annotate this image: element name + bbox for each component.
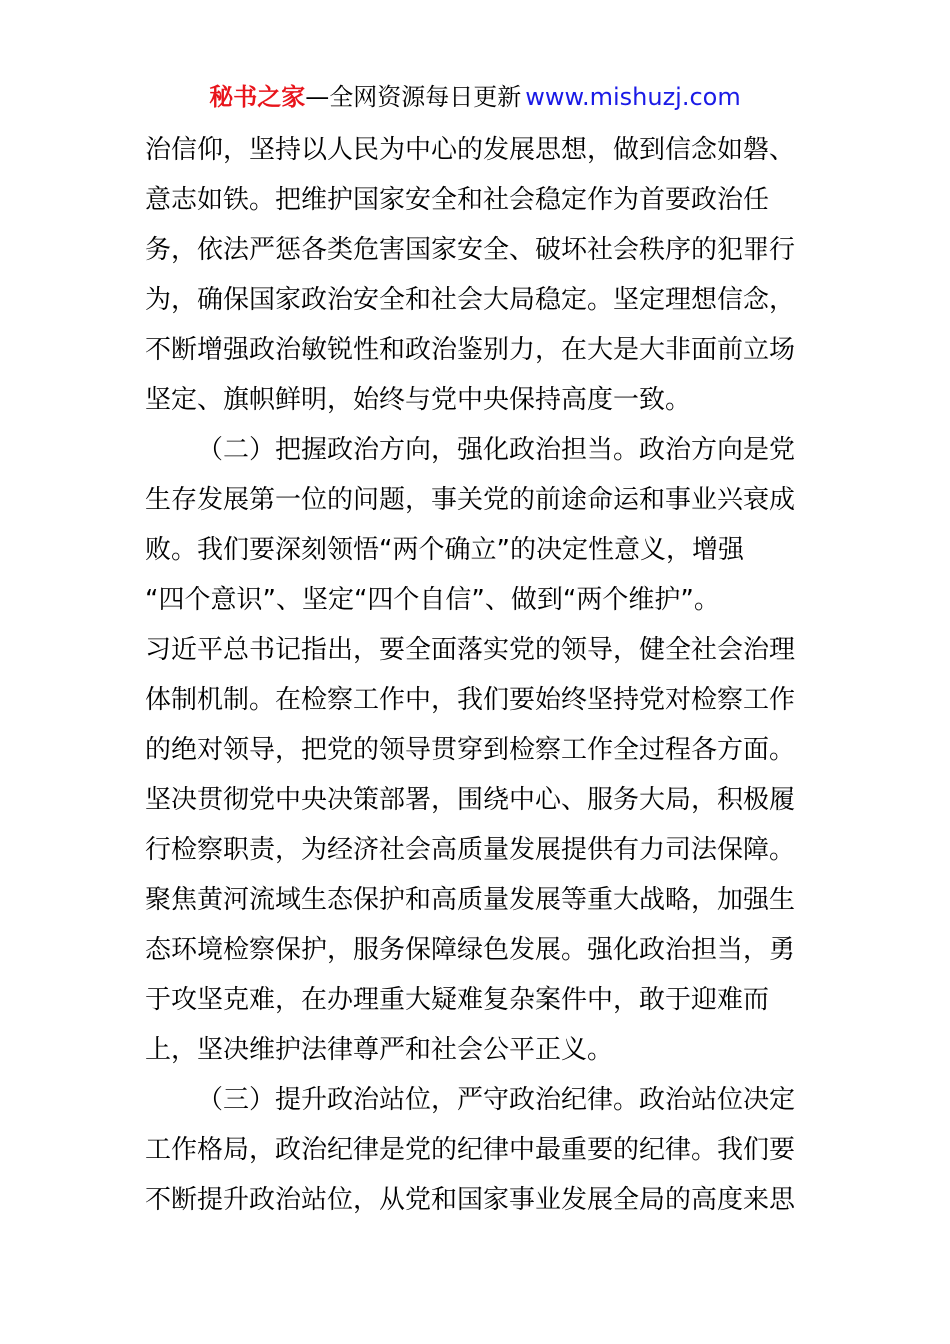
text-line: 体制机制。在检察工作中，我们要始终坚持党对检察工作 (145, 685, 796, 715)
header-slogan: —全网资源每日更新 (305, 83, 522, 111)
header-site-link[interactable]: www.mishuzj.com (525, 83, 741, 111)
text-line: 败。我们要深刻领悟“两个确立”的决定性意义，增强 (145, 535, 744, 565)
text-line: 的绝对领导，把党的领导贯穿到检察工作全过程各方面。 (145, 735, 796, 765)
text-line: 习近平总书记指出，要全面落实党的领导，健全社会治理 (145, 635, 796, 665)
text-line: 上，坚决维护法律尊严和社会公平正义。 (145, 1035, 614, 1065)
paragraph-start-line: （三）提升政治站位，严守政治纪律。政治站位决定 (197, 1085, 796, 1115)
text-line: 为，确保国家政治安全和社会大局稳定。坚定理想信念， (145, 285, 796, 315)
text-line: 态环境检察保护，服务保障绿色发展。强化政治担当，勇 (145, 935, 796, 965)
text-line: 治信仰，坚持以人民为中心的发展思想，做到信念如磐、 (145, 135, 796, 165)
header-brand: 秘书之家 (209, 83, 306, 111)
document-body (145, 125, 810, 1225)
text-line: 不断提升政治站位，从党和国家事业发展全局的高度来思 (145, 1185, 796, 1215)
text-line: 生存发展第一位的问题，事关党的前途命运和事业兴衰成 (145, 485, 796, 515)
text-line: “四个意识”、坚定“四个自信”、做到“两个维护”。 (145, 585, 720, 615)
text-line: 于攻坚克难，在办理重大疑难复杂案件中，敢于迎难而 (145, 985, 770, 1015)
text-line: 聚焦黄河流域生态保护和高质量发展等重大战略，加强生 (145, 885, 796, 915)
page-header (0, 80, 950, 114)
text-line: 坚决贯彻党中央决策部署，围绕中心、服务大局，积极履 (145, 785, 796, 815)
text-line: 不断增强政治敏锐性和政治鉴别力，在大是大非面前立场 (145, 335, 796, 365)
text-line: 务，依法严惩各类危害国家安全、破坏社会秩序的犯罪行 (145, 235, 796, 265)
text-line: 工作格局，政治纪律是党的纪律中最重要的纪律。我们要 (145, 1135, 796, 1165)
text-line: 意志如铁。把维护国家安全和社会稳定作为首要政治任 (145, 185, 770, 215)
text-line: 行检察职责，为经济社会高质量发展提供有力司法保障。 (145, 835, 796, 865)
paragraph-start-line: （二）把握政治方向，强化政治担当。政治方向是党 (197, 435, 796, 465)
text-line: 坚定、旗帜鲜明，始终与党中央保持高度一致。 (145, 385, 692, 415)
